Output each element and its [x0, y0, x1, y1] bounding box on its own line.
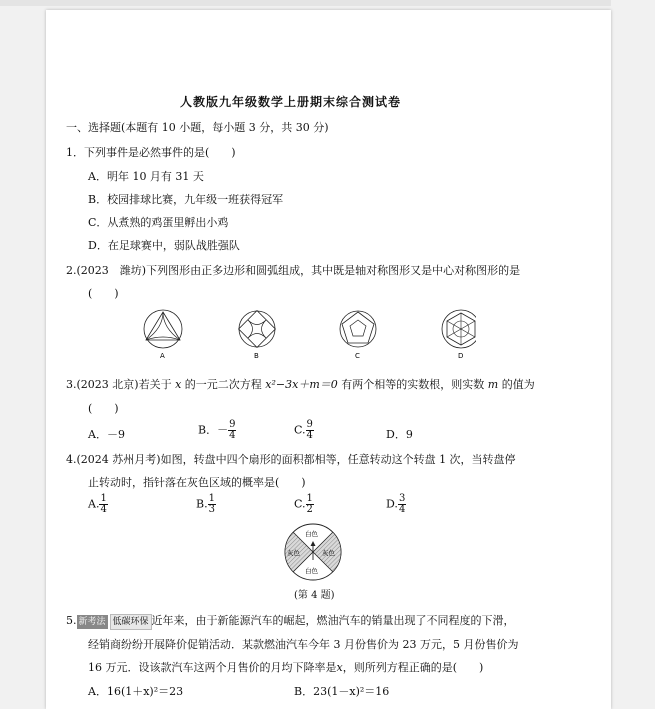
q4-option-b-fraction	[208, 494, 216, 515]
q3-option-c-fraction	[306, 420, 314, 441]
q4-option-a-fraction	[99, 494, 107, 515]
q5-option-a: A．16(1＋x)²＝23	[88, 685, 184, 698]
q3-stem	[66, 378, 535, 392]
q4-option-b-den: 3	[208, 504, 215, 515]
q3-option-b-label: B．－	[198, 423, 229, 437]
q4-option-d-label: D.	[386, 497, 398, 511]
sector-top-label: 白色	[305, 530, 318, 538]
figure-c-label: C	[355, 352, 360, 360]
q1-option-a: A．明年 10 月有 31 天	[88, 170, 204, 183]
q4-option-c-label: C.	[294, 497, 306, 511]
new-method-badge: 新考法	[78, 617, 106, 627]
q4-caption: (第 4 题)	[294, 590, 335, 601]
figure-c	[340, 311, 376, 360]
q3-option-c-num: 9	[306, 419, 313, 430]
figure-a-label: A	[160, 352, 165, 360]
q4-option-c-den: 2	[306, 504, 313, 515]
sector-right-label: 灰色	[322, 549, 335, 557]
q5-line3-text-b: ，则所列方程正确的是( )	[342, 661, 484, 674]
page-title: 人教版九年级数学上册期末综合测试卷	[180, 95, 402, 109]
q2-figures	[136, 308, 476, 364]
figure-b-label: B	[254, 352, 259, 360]
q4-option-d-fraction	[398, 494, 406, 515]
q4-option-d	[386, 494, 406, 515]
figure-d	[442, 310, 476, 360]
sector-bottom-label: 白色	[305, 567, 318, 575]
q3-equation: x²−3x＋m＝0	[265, 378, 338, 391]
q4-option-a-num: 1	[100, 493, 107, 504]
q4-option-b-num: 1	[208, 493, 215, 504]
sector-left-label: 灰色	[287, 549, 300, 557]
q4-option-d-num: 3	[398, 493, 406, 504]
q3-answer-paren: ( )	[88, 402, 119, 415]
q1-option-c: C．从煮熟的鸡蛋里孵出小鸡	[88, 216, 229, 229]
q3-option-d: D．9	[386, 428, 413, 441]
low-carbon-badge: 低碳环保	[110, 614, 152, 630]
q4-spinner	[283, 522, 343, 582]
q4-option-a-den: 4	[100, 504, 107, 515]
q5-number: 5.	[66, 614, 77, 627]
q3-var-m: m	[487, 378, 499, 391]
q3-option-b-den: 4	[229, 430, 236, 441]
q3-stem-mid: 的一元二次方程	[184, 378, 262, 391]
figure-b	[239, 311, 276, 360]
q3-option-b-num: 9	[229, 419, 236, 430]
q3-option-b	[198, 420, 236, 441]
q1-stem: 1．下列事件是必然事件的是( )	[66, 146, 236, 159]
q3-option-b-fraction	[228, 420, 236, 441]
q3-option-c-den: 4	[306, 430, 313, 441]
q3-option-c-label: C.	[294, 423, 306, 437]
viewer-scroll-area[interactable]	[611, 0, 655, 709]
q5-var-x: x	[336, 661, 343, 674]
q3-stem-end: 的值为	[501, 378, 535, 391]
q4-option-c	[294, 494, 314, 515]
figure-a	[144, 310, 182, 360]
q4-option-d-den: 4	[398, 504, 406, 515]
q5-option-b: B．23(1－x)²＝16	[294, 685, 390, 698]
q5-line3	[88, 661, 483, 675]
q4-option-a	[88, 494, 108, 515]
q2-answer-paren: ( )	[88, 287, 119, 300]
q3-option-a: A．－9	[88, 428, 125, 441]
section-heading: 一、选择题(本题有 10 小题，每小题 3 分，共 30 分)	[66, 121, 329, 134]
q4-option-b-label: B.	[196, 497, 208, 511]
q2-stem: 2.(2023 潍坊)下列图形由正多边形和圆弧组成，其中既是轴对称图形又是中心对称图形的是	[66, 264, 521, 277]
q3-stem-suffix: 有两个相等的实数根，则实数	[341, 378, 485, 391]
q5-line3-text-a: 16 万元．设该款汽车这两个月售价的月均下降率是	[88, 661, 337, 674]
q3-stem-prefix: 3.(2023 北京)若关于	[66, 378, 172, 391]
q4-option-c-num: 1	[306, 493, 313, 504]
q5-line1-text: 近年来，由于新能源汽车的崛起，燃油汽车的销量出现了不同程度的下滑，	[151, 614, 515, 627]
q4-stem: 4.(2024 苏州月考)如图，转盘中四个扇形的面积都相等，任意转动这个转盘 1 次，当转盘停	[66, 453, 516, 466]
q4-option-a-label: A.	[88, 497, 100, 511]
q1-option-d: D．在足球赛中，弱队战胜强队	[88, 239, 240, 252]
q3-var-x: x	[175, 378, 182, 391]
q4-option-c-fraction	[306, 494, 314, 515]
document-page	[46, 10, 611, 709]
q4-stem-line2: 止转动时，指针落在灰色区域的概率是( )	[88, 476, 306, 489]
q5-line1	[66, 614, 515, 630]
q5-line2: 经销商纷纷开展降价促销活动．某款燃油汽车今年 3 月份售价为 23 万元，5 月份售价为	[88, 638, 519, 651]
q3-option-c	[294, 420, 314, 441]
q1-option-b: B．校园排球比赛，九年级一班获得冠军	[88, 193, 284, 206]
viewer-top-bar	[0, 0, 655, 6]
q4-option-b	[196, 494, 216, 515]
figure-d-label: D	[458, 352, 464, 360]
